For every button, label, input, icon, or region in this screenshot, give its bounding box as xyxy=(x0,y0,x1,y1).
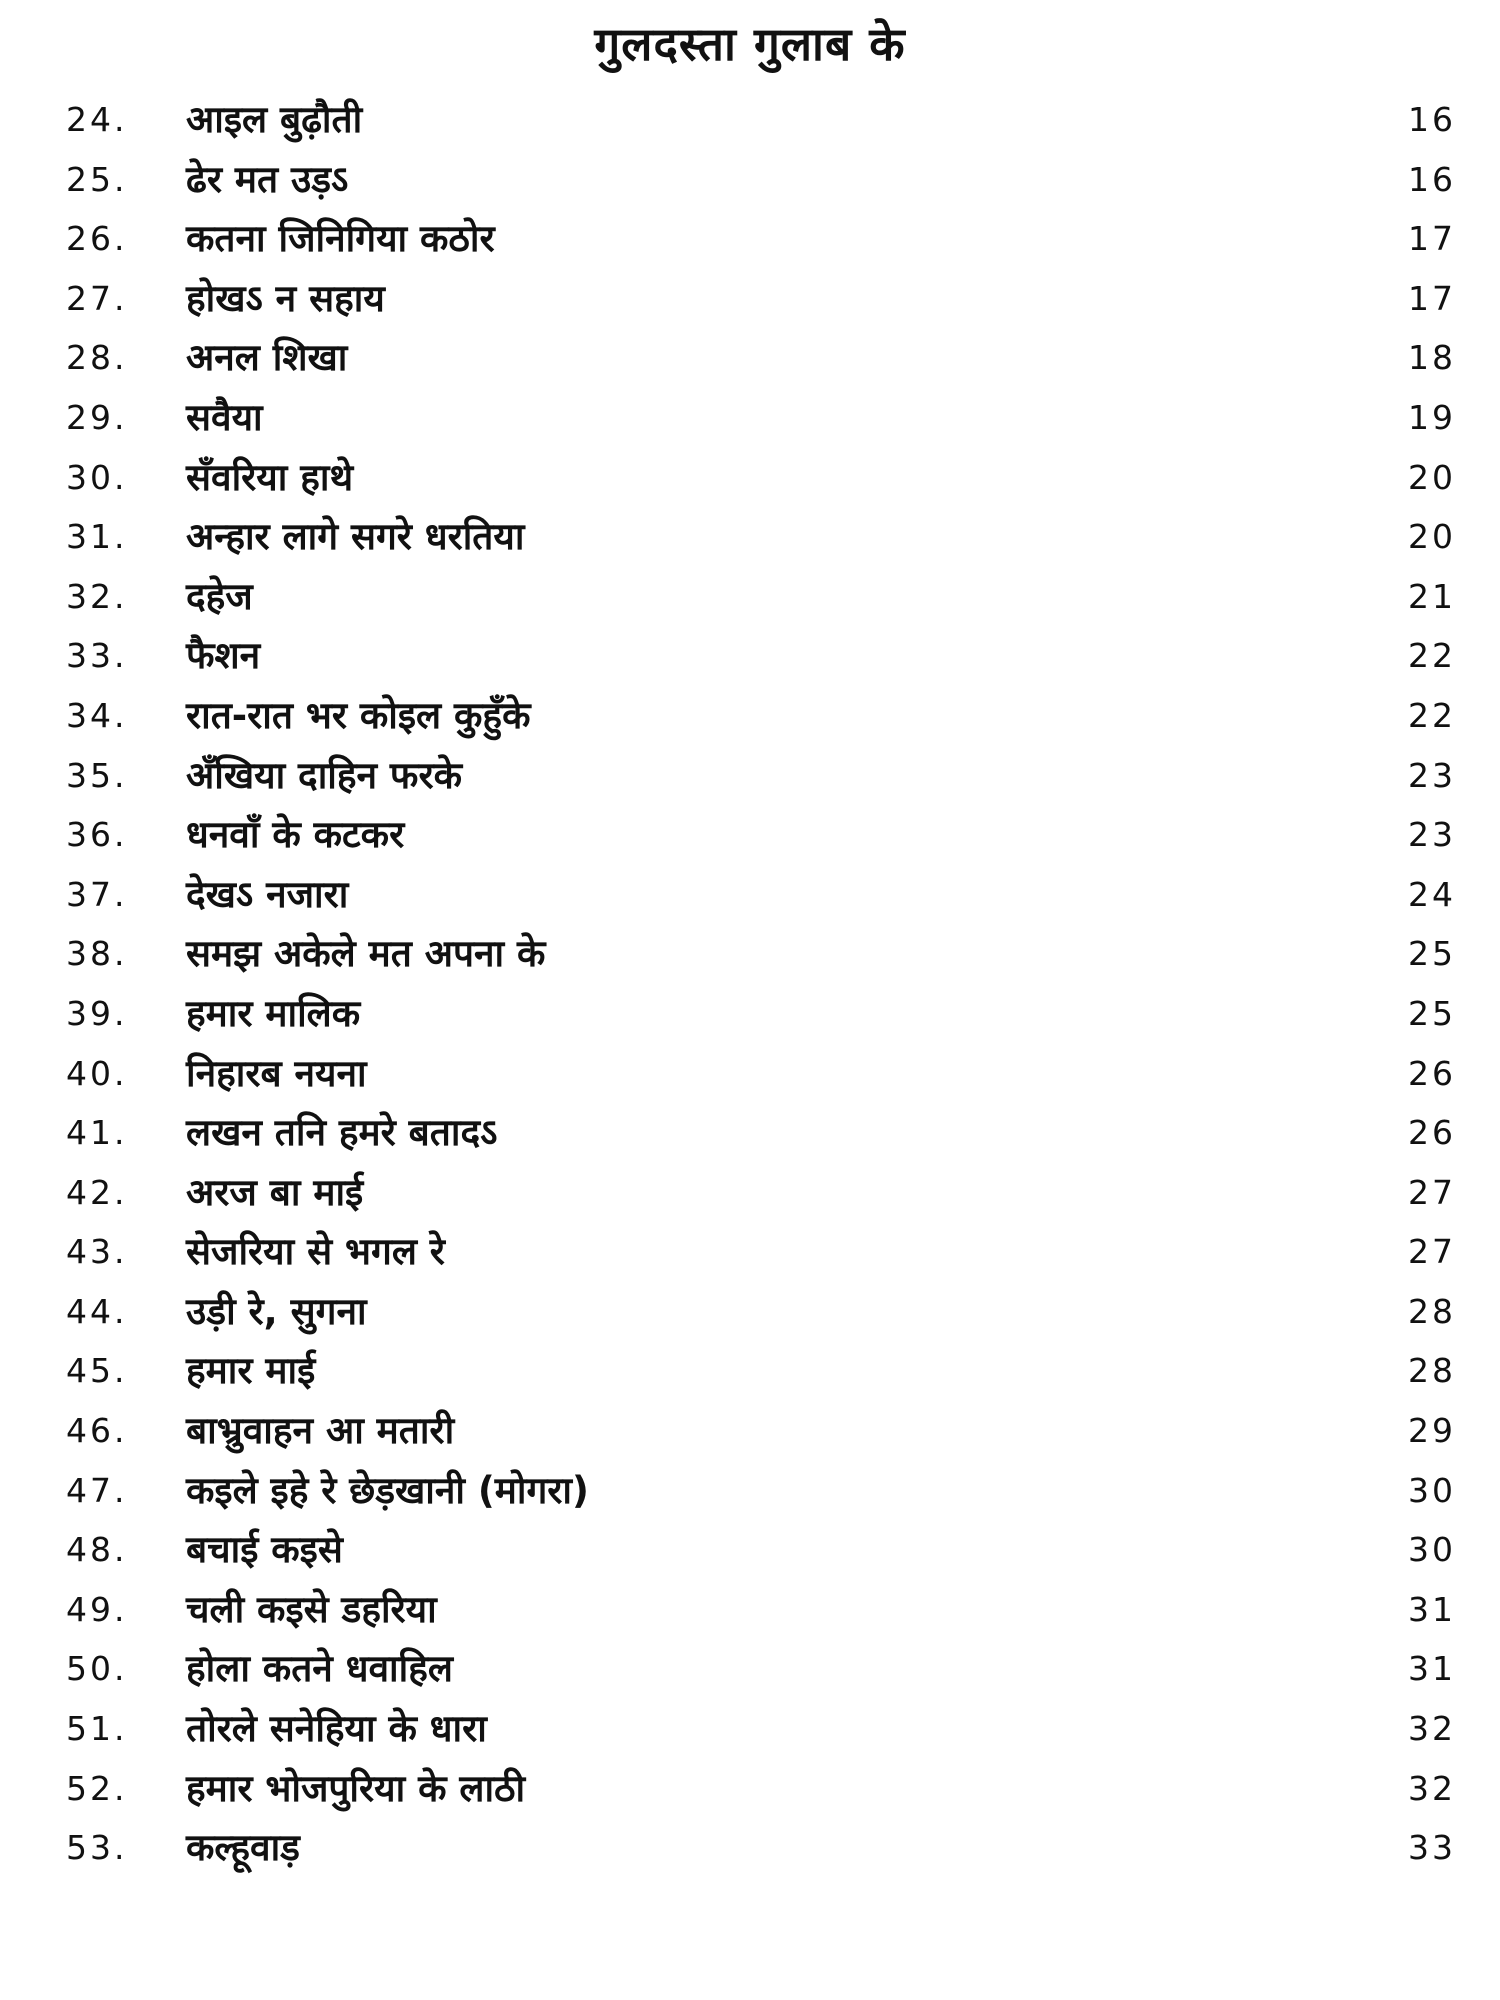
toc-entry xyxy=(0,1580,1500,1640)
entry-page-number: 17 xyxy=(1408,278,1456,318)
entry-title: होखऽ न सहाय xyxy=(186,276,385,320)
entry-title: सवैया xyxy=(186,395,263,439)
toc-entry xyxy=(0,1341,1500,1401)
entry-number: 34. xyxy=(66,695,128,735)
toc-entry xyxy=(0,746,1500,806)
entry-page-number: 28 xyxy=(1408,1291,1456,1331)
toc-entry xyxy=(0,1461,1500,1521)
toc-entry xyxy=(0,388,1500,448)
entry-page-number: 22 xyxy=(1408,695,1456,735)
entry-title: आइल बुढ़ौती xyxy=(186,98,363,141)
entry-page-number: 30 xyxy=(1408,1530,1456,1570)
entry-number: 46. xyxy=(66,1411,128,1451)
entry-title: कल्हूवाड़ xyxy=(186,1826,300,1870)
entry-number: 48. xyxy=(66,1530,128,1570)
entry-page-number: 31 xyxy=(1408,1589,1456,1629)
entry-title: बचाई कइसे xyxy=(186,1528,343,1572)
entry-title: रात-रात भर कोइल कुहुँके xyxy=(186,693,531,737)
entry-page-number: 16 xyxy=(1408,100,1456,139)
entry-page-number: 19 xyxy=(1408,397,1456,437)
entry-page-number: 20 xyxy=(1408,517,1456,557)
entry-title: चली कइसे डहरिया xyxy=(186,1587,437,1631)
entry-number: 33. xyxy=(66,636,128,676)
entry-number: 42. xyxy=(66,1172,128,1212)
entry-title: हमार मालिक xyxy=(186,991,361,1035)
entry-title: समझ अकेले मत अपना के xyxy=(186,932,546,976)
toc-entry xyxy=(0,924,1500,984)
entry-page-number: 22 xyxy=(1408,636,1456,676)
toc-entry xyxy=(0,567,1500,627)
toc-entry xyxy=(0,328,1500,388)
entry-page-number: 30 xyxy=(1408,1470,1456,1510)
entry-number: 50. xyxy=(66,1649,128,1689)
entry-number: 38. xyxy=(66,934,128,974)
toc-entry xyxy=(0,865,1500,925)
entry-number: 30. xyxy=(66,457,128,497)
toc-entry xyxy=(0,1222,1500,1282)
entry-title: कतना जिनिगिया कठोर xyxy=(186,217,495,261)
toc-entry xyxy=(0,626,1500,686)
entry-number: 28. xyxy=(66,338,128,378)
entry-title: दहेज xyxy=(186,574,253,618)
entry-number: 41. xyxy=(66,1113,128,1153)
entry-title: तोरले सनेहिया के धारा xyxy=(186,1707,487,1751)
entry-page-number: 27 xyxy=(1408,1232,1456,1272)
entry-page-number: 20 xyxy=(1408,457,1456,497)
entry-number: 36. xyxy=(66,815,128,855)
entry-title: देखऽ नजारा xyxy=(186,872,349,916)
toc-entry xyxy=(0,1103,1500,1163)
toc-entry xyxy=(0,984,1500,1044)
toc-entry xyxy=(0,1401,1500,1461)
entry-number: 52. xyxy=(66,1768,128,1808)
entry-number: 49. xyxy=(66,1589,128,1629)
entry-title: होला कतने धवाहिल xyxy=(186,1647,453,1691)
entry-page-number: 26 xyxy=(1408,1113,1456,1153)
entry-number: 47. xyxy=(66,1470,128,1510)
toc-entry xyxy=(0,209,1500,269)
toc-entry xyxy=(0,805,1500,865)
toc-entry xyxy=(0,269,1500,329)
entry-title: उड़ी रे, सुगना xyxy=(186,1289,367,1333)
entry-title: अन्हार लागे सगरे धरतिया xyxy=(186,515,525,559)
entry-number: 24. xyxy=(66,100,128,139)
entry-page-number: 33 xyxy=(1408,1828,1456,1868)
entry-title: लखन तनि हमरे बतादऽ xyxy=(186,1111,498,1155)
entry-page-number: 23 xyxy=(1408,755,1456,795)
entry-number: 45. xyxy=(66,1351,128,1391)
entry-number: 35. xyxy=(66,755,128,795)
entry-title: अनल शिखा xyxy=(186,336,348,380)
toc-entry xyxy=(0,1044,1500,1104)
entry-page-number: 23 xyxy=(1408,815,1456,855)
entry-title: धनवाँ के कटकर xyxy=(186,813,405,857)
entry-title: कइले इहे रे छेड़खानी (मोगरा) xyxy=(186,1468,589,1512)
entry-title: अरज बा माई xyxy=(186,1170,364,1214)
toc-entry xyxy=(0,448,1500,508)
entry-number: 37. xyxy=(66,874,128,914)
entry-page-number: 17 xyxy=(1408,219,1456,259)
entry-page-number: 32 xyxy=(1408,1709,1456,1749)
entry-number: 29. xyxy=(66,397,128,437)
entry-number: 32. xyxy=(66,576,128,616)
entry-number: 31. xyxy=(66,517,128,557)
toc-entry xyxy=(0,1699,1500,1759)
entry-number: 25. xyxy=(66,159,128,199)
entry-page-number: 32 xyxy=(1408,1768,1456,1808)
entry-page-number: 21 xyxy=(1408,576,1456,616)
entry-number: 51. xyxy=(66,1709,128,1749)
entry-title: अँखिया दाहिन फरके xyxy=(186,753,462,797)
entry-title: बाभ्रुवाहन आ मतारी xyxy=(186,1409,455,1453)
entry-page-number: 24 xyxy=(1408,874,1456,914)
entry-number: 43. xyxy=(66,1232,128,1272)
entry-title: फैशन xyxy=(186,634,261,678)
toc-entry xyxy=(0,686,1500,746)
entry-page-number: 29 xyxy=(1408,1411,1456,1451)
entry-number: 44. xyxy=(66,1291,128,1331)
toc-entry xyxy=(0,1818,1500,1878)
entry-number: 27. xyxy=(66,278,128,318)
toc-entry xyxy=(0,90,1500,150)
entry-title: हमार माई xyxy=(186,1349,316,1393)
entry-number: 40. xyxy=(66,1053,128,1093)
entry-number: 53. xyxy=(66,1828,128,1868)
toc-entry xyxy=(0,150,1500,210)
entry-page-number: 27 xyxy=(1408,1172,1456,1212)
entry-title: ढेर मत उड़ऽ xyxy=(186,157,349,201)
entry-page-number: 25 xyxy=(1408,993,1456,1033)
entry-title: हमार भोजपुरिया के लाठी xyxy=(186,1766,526,1810)
entry-page-number: 26 xyxy=(1408,1053,1456,1093)
entry-page-number: 16 xyxy=(1408,159,1456,199)
entry-number: 39. xyxy=(66,993,128,1033)
entry-page-number: 18 xyxy=(1408,338,1456,378)
toc-entry xyxy=(0,1163,1500,1223)
toc-entry xyxy=(0,1520,1500,1580)
entry-title: सँवरिया हाथे xyxy=(186,455,354,499)
toc-entry xyxy=(0,507,1500,567)
table-of-contents xyxy=(0,90,1500,1878)
entry-page-number: 25 xyxy=(1408,934,1456,974)
toc-entry xyxy=(0,1282,1500,1342)
entry-title: निहारब नयना xyxy=(186,1051,367,1095)
entry-page-number: 28 xyxy=(1408,1351,1456,1391)
page-title: गुलदस्ता गुलाब के xyxy=(594,17,906,71)
toc-entry xyxy=(0,1639,1500,1699)
entry-number: 26. xyxy=(66,219,128,259)
entry-page-number: 31 xyxy=(1408,1649,1456,1689)
entry-title: सेजरिया से भगल रे xyxy=(186,1230,445,1274)
toc-entry xyxy=(0,1759,1500,1819)
